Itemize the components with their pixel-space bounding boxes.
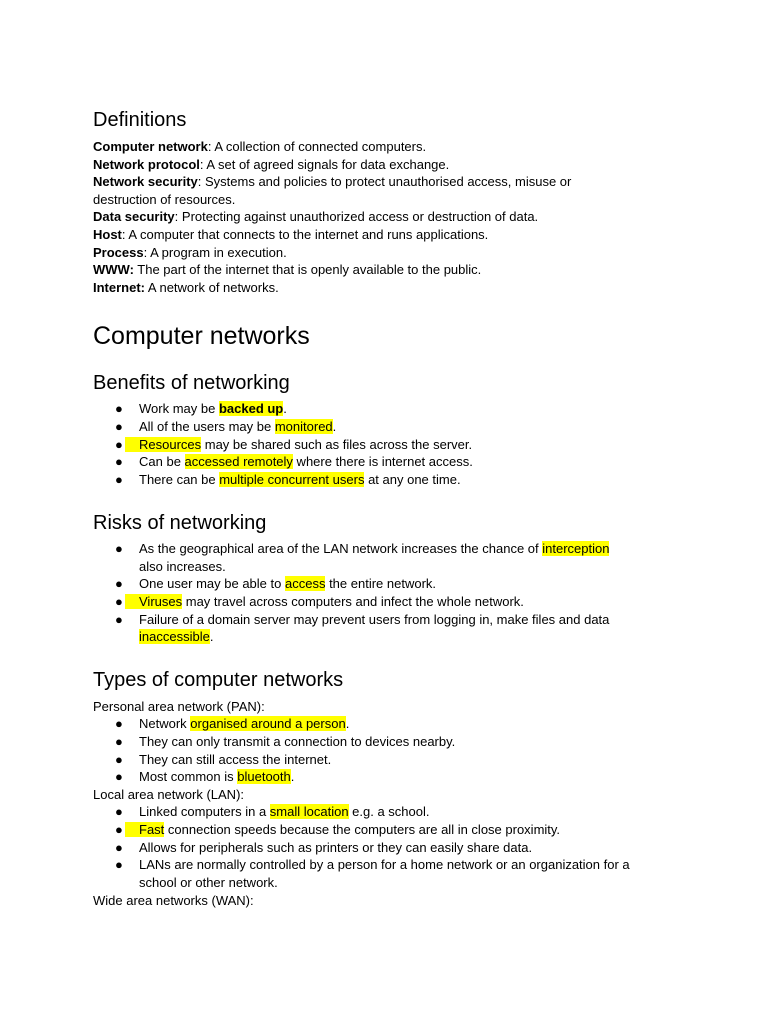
- pan-label: Personal area network (PAN):: [93, 698, 265, 714]
- list-item: All of the users may be monitored.: [139, 418, 337, 434]
- list-item: Fast connection speeds because the computers are all in close proximity.: [139, 821, 560, 839]
- bullet-icon: ●: [115, 839, 123, 855]
- bullet-icon: ●: [115, 418, 123, 434]
- definition-line: Computer network: A collection of connected computers.: [93, 139, 427, 154]
- bullet-icon: ●: [115, 734, 123, 749]
- list-item: Viruses may travel across computers and infect the whole network.: [139, 593, 524, 611]
- risks-heading: Risks of networking: [93, 512, 267, 534]
- section-title: Computer networks: [93, 322, 310, 350]
- list-item: Resources may be shared such as files across the server.: [139, 436, 472, 454]
- list-item: Network organised around a person.: [139, 716, 350, 731]
- list-item: Linked computers in a small location e.g. a school.: [139, 804, 430, 819]
- list-item: They can still access the internet.: [139, 751, 332, 767]
- list-item: Work may be backed up.: [139, 401, 287, 416]
- bullet-icon: ●: [115, 576, 123, 591]
- bullet-icon: ●: [115, 436, 123, 452]
- bullet-icon: ●: [115, 769, 123, 784]
- list-item: Failure of a domain server may prevent users from logging in, make files and data: [139, 611, 610, 627]
- definitions-heading: Definitions: [93, 109, 187, 131]
- bullet-icon: ●: [115, 716, 123, 731]
- list-item: LANs are normally controlled by a person for a home network or an organization for a: [139, 857, 630, 872]
- definition-line: destruction of resources.: [93, 191, 236, 207]
- definition-line: Internet: A network of networks.: [93, 279, 279, 295]
- bullet-icon: ●: [115, 857, 123, 872]
- list-item: Allows for peripherals such as printers or they can easily share data.: [139, 839, 533, 855]
- bullet-icon: ●: [115, 401, 123, 416]
- definition-line: Host: A computer that connects to the internet and runs applications.: [93, 227, 489, 242]
- bullet-icon: ●: [115, 804, 123, 819]
- bullet-icon: ●: [115, 822, 123, 837]
- benefits-heading: Benefits of networking: [93, 372, 290, 394]
- list-item: As the geographical area of the LAN network increases the chance of interception: [139, 541, 610, 556]
- list-item: There can be multiple concurrent users at any one time.: [139, 471, 461, 487]
- bullet-icon: ●: [115, 471, 123, 487]
- wan-label: Wide area networks (WAN):: [93, 892, 254, 908]
- list-item-continuation: also increases.: [139, 558, 226, 574]
- definition-line: WWW: The part of the internet that is openly available to the public.: [93, 262, 482, 277]
- definition-line: Process: A program in execution.: [93, 244, 287, 260]
- definition-line: Data security: Protecting against unauthorized access or destruction of data.: [93, 209, 539, 224]
- list-item: Can be accessed remotely where there is internet access.: [139, 454, 473, 469]
- list-item-continuation: inaccessible.: [139, 629, 214, 644]
- definition-line: Network security: Systems and policies to protect unauthorised access, misuse or: [93, 174, 572, 189]
- list-item-continuation: school or other network.: [139, 874, 278, 890]
- definition-line: Network protocol: A set of agreed signals for data exchange.: [93, 156, 450, 172]
- list-item: They can only transmit a connection to devices nearby.: [139, 734, 456, 749]
- list-item: Most common is bluetooth.: [139, 769, 295, 784]
- lan-label: Local area network (LAN):: [93, 786, 245, 802]
- bullet-icon: ●: [115, 594, 123, 609]
- list-item: One user may be able to access the entire network.: [139, 576, 437, 591]
- bullet-icon: ●: [115, 751, 123, 767]
- bullet-icon: ●: [115, 454, 123, 469]
- types-heading: Types of computer networks: [93, 669, 344, 691]
- bullet-icon: ●: [115, 611, 123, 627]
- bullet-icon: ●: [115, 541, 123, 556]
